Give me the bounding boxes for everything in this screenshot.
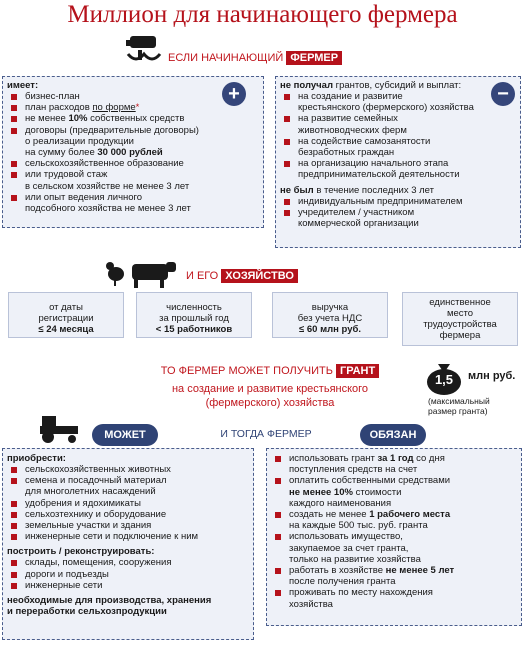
farm-highlight: ХОЗЯЙСТВО	[221, 269, 298, 283]
farm-header: И ЕГО ХОЗЯЙСТВО	[186, 270, 298, 282]
list-item: или трудовой стаж	[7, 169, 259, 180]
list-item: на содействие самозанятости	[280, 136, 516, 147]
money-bag-icon: 1,5	[424, 356, 464, 396]
farmer-highlight: ФЕРМЕР	[286, 51, 342, 65]
stat-registration: от даты регистрации ≤ 24 месяца	[8, 292, 124, 338]
list-item: земельные участки и здания	[7, 520, 249, 531]
grant-note: (максимальный размер гранта)	[428, 396, 490, 416]
list-item: инженерные сети	[7, 580, 249, 591]
stat-only-job: единственное место трудоустройства фермера	[402, 292, 518, 346]
plus-icon: +	[222, 82, 246, 106]
has-not-box: не получал грантов, субсидий и выплат: на создание и развитие крестьянского (фермерского) хозяйства на развитие семейных животноводческих ферм на содействие самозанятости безработных граждан на организацию начального этапа предпринимательской деятельности не был в течение последних 3 лет индивидуальным предпринимателем учредителем / участником коммерческой организации	[275, 76, 521, 248]
list-item: сельхозтехнику и оборудование	[7, 509, 249, 520]
farmer-hand-icon	[122, 30, 162, 70]
list-item: план расходов по форме*	[7, 102, 259, 113]
then-farmer: И ТОГДА ФЕРМЕР	[220, 428, 312, 440]
stat-employees: численность за прошлый год < 15 работников	[136, 292, 252, 338]
list-item: дороги и подъезды	[7, 569, 249, 580]
grant-header: ТО ФЕРМЕР МОЖЕТ ПОЛУЧИТЬ ГРАНТ на создание и развитие крестьянского (фермерского) хозяйства	[140, 364, 400, 410]
list-item: бизнес-план	[7, 91, 259, 102]
list-item: сельскохозяйственных животных	[7, 464, 249, 475]
farmer-header: ЕСЛИ НАЧИНАЮЩИЙ ФЕРМЕР	[168, 52, 342, 64]
list-item: использовать грант за 1 год со дня	[271, 453, 517, 464]
list-item: или опыт ведения личного	[7, 192, 259, 203]
grant-highlight: ГРАНТ	[336, 364, 379, 378]
can-box: приобрести: сельскохозяйственных животных семена и посадочный материал для многолетних насаждений удобрения и ядохимикаты сельхозтехнику и оборудование земельные участки и здания инженерные сети и подключение к ним построить / реконструировать: склады, помещения, сооружения дороги и подъезды инженерные сети необходимые для производства, хранения и переработки сельхозпродукции	[2, 448, 254, 640]
stat-revenue: выручка без учета НДС ≤ 60 млн руб.	[272, 292, 388, 338]
animals-icon	[104, 256, 180, 290]
page-title: Миллион для начинающего фермера	[67, 1, 458, 28]
list-item: индивидуальным предпринимателем	[280, 196, 516, 207]
list-item: на развитие семейных	[280, 113, 516, 124]
list-item: склады, помещения, сооружения	[7, 557, 249, 568]
list-item: проживать по месту нахождения	[271, 587, 517, 598]
list-item: удобрения и ядохимикаты	[7, 498, 249, 509]
list-item: инженерные сети и подключение к ним	[7, 531, 249, 542]
list-item: семена и посадочный материал	[7, 475, 249, 486]
list-item: создать не менее 1 рабочего места	[271, 509, 517, 520]
can-label: МОЖЕТ	[92, 424, 158, 446]
has-box: имеет: бизнес-план план расходов по форме* не менее 10% собственных средств договоры (предварительные договоры) о реализации продукции на сумму более 30 000 рублей сельскохозяйственное образование или трудовой стаж в сельском хозяйстве не менее 3 лет или опыт ведения личного подсобного хозяйства не менее 3 лет	[2, 76, 264, 228]
list-item: на создание и развитие	[280, 91, 516, 102]
minus-icon: −	[491, 82, 515, 106]
list-item: сельскохозяйственное образование	[7, 158, 259, 169]
list-item: договоры (предварительные договоры)	[7, 125, 259, 136]
list-item: на организацию начального этапа	[280, 158, 516, 169]
list-item: оплатить собственными средствами	[271, 475, 517, 486]
list-item: работать в хозяйстве не менее 5 лет	[271, 565, 517, 576]
must-label: ОБЯЗАН	[360, 424, 426, 446]
list-item: не менее 10% собственных средств	[7, 113, 259, 124]
list-item: учредителем / участником	[280, 207, 516, 218]
tractor-icon	[36, 414, 82, 444]
must-box: использовать грант за 1 год со дня поступления средств на счет оплатить собственными средствами не менее 10% стоимости каждого наименования создать не менее 1 рабочего места на каждые 500 тыс. руб. гранта использовать имущество, закупаемое за счет гранта, только на развитие хозяйства работать в хозяйстве не менее 5 лет после получения гранта проживать по месту нахождения хозяйства	[266, 448, 522, 626]
list-item: использовать имущество,	[271, 531, 517, 542]
